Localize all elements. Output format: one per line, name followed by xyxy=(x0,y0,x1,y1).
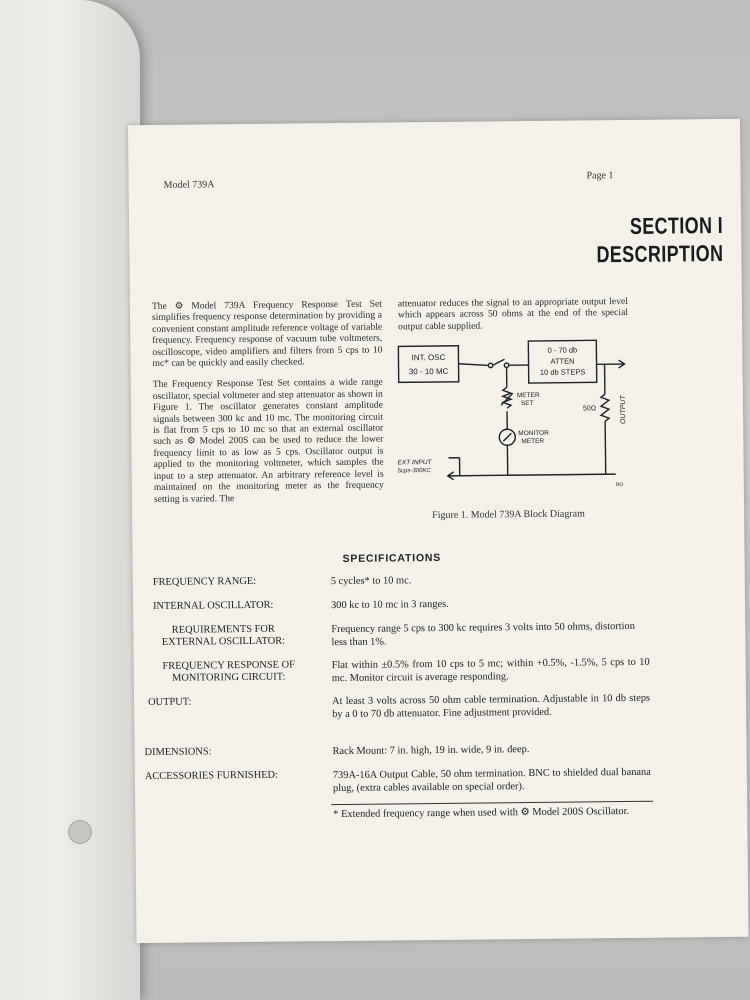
page-number: Page 1 xyxy=(586,170,614,182)
diagram-label: METER xyxy=(521,437,545,446)
spec-value: Flat within ±0.5% from 10 cps to 5 mc; within +0.5%, -1.5%, 5 cps to 10 mc. Monitor circuit is average responding. xyxy=(331,656,650,685)
section-title xyxy=(489,211,724,269)
diagram-label: 0 - 70 db xyxy=(547,345,578,355)
spec-value: At least 3 volts across 50 ohm cable termination. Adjustable in 10 db steps by a 0 to 70 db attenuator. Fine adjustment provided. xyxy=(332,692,651,721)
footnote: * Extended frequency range when used with ⚙ Model 200S Oscillator. xyxy=(333,805,630,821)
description-paragraph: attenuator reduces the signal to an appropriate output level which appears across 50 ohms at the end of the special output cable supplied. xyxy=(397,295,629,333)
document-page xyxy=(128,119,749,943)
spec-value: 5 cycles* to 10 mc. xyxy=(330,575,412,588)
spec-value: Rack Mount: 7 in. high, 19 in. wide, 9 in. deep. xyxy=(332,744,530,758)
description-paragraph: The ⚙ Model 739A Frequency Response Test Set simplifies frequency response determination by providing a convenient constant amplitude reference voltage of variable frequency. Frequency response of vacuum tube voltmeters, oscilloscope, video amplifiers and filters from 5 cps to 10 mc* can be quickly and easily checked. xyxy=(151,298,383,369)
spec-value: 300 kc to 10 mc in 3 ranges. xyxy=(331,598,449,612)
diagram-label: INT. OSC xyxy=(411,352,446,363)
section-title-line1: SECTION I xyxy=(629,211,724,239)
spec-row xyxy=(133,595,745,612)
spec-label: FREQUENCY RANGE: xyxy=(152,575,257,588)
spec-label: INTERNAL OSCILLATOR: xyxy=(153,599,274,612)
diagram-label: OUTPUT xyxy=(619,395,628,425)
diagram-label: 10 db STEPS xyxy=(539,367,586,377)
description-right-column xyxy=(398,296,628,343)
model-header: Model 739A xyxy=(163,179,215,191)
diagram-label: 30 - 10 MC xyxy=(408,366,449,377)
spec-row xyxy=(135,765,747,795)
spec-label: ACCESSORIES FURNISHED: xyxy=(144,769,278,783)
diagram-label: RO xyxy=(615,482,624,489)
spec-row xyxy=(135,741,747,759)
spec-value: Frequency range 5 cps to 300 kc requires 3 volts into 50 ohms, distortion less than 1%. xyxy=(331,620,635,649)
diagram-label: MONITOR xyxy=(518,429,549,438)
oscillator-block xyxy=(398,346,458,383)
spec-value: 739A-16A Output Cable, 50 ohm termination. BNC to shielded dual banana plug, (extra cables available on special order). xyxy=(332,766,651,795)
specifications-heading: SPECIFICATIONS xyxy=(342,551,442,565)
binder-hole xyxy=(68,820,92,844)
diagram-label: EXT INPUT xyxy=(397,459,432,467)
spec-label: FREQUENCY RESPONSE OF MONITORING CIRCUIT: xyxy=(162,659,295,684)
description-left-column xyxy=(152,299,384,515)
spec-row xyxy=(133,571,745,588)
block-diagram xyxy=(392,338,640,501)
spec-label: REQUIREMENTS FOR EXTERNAL OSCILLATOR: xyxy=(161,623,286,648)
section-title-line2: DESCRIPTION xyxy=(596,239,724,268)
previous-page-edge xyxy=(0,0,140,1000)
specifications-table xyxy=(133,571,745,795)
figure-caption: Figure 1. Model 739A Block Diagram xyxy=(432,508,585,522)
diagram-label: SET xyxy=(520,399,534,408)
spec-label: OUTPUT: xyxy=(148,696,192,709)
diagram-label: 50Ω xyxy=(582,405,597,413)
diagram-label: 5cps-300KC xyxy=(397,468,431,475)
spec-row xyxy=(133,619,745,649)
diagram-label: ATTEN xyxy=(550,356,575,366)
description-paragraph: The Frequency Response Test Set contains a wide range oscillator, special voltmeter and step attenuator as shown in Figure 1. The oscillator generates constant amplitude signals between 300 kc and 10 mc. The monitoring circuit is flat from 5 cps to 10 mc so that an external oscillator such as ⚙ Model 200S can be used to reduce the lower frequency limit to as low as 5 cps. Oscillator output is applied to the monitoring voltmeter, which samples the input to a step attenuator. An arbitrary reference level is maintained on the monitoring meter as the frequency setting is varied. The xyxy=(152,376,384,505)
spec-row xyxy=(134,655,746,685)
spec-row xyxy=(134,691,746,721)
spec-label: DIMENSIONS: xyxy=(144,746,212,759)
diagram-label: METER xyxy=(516,391,540,400)
